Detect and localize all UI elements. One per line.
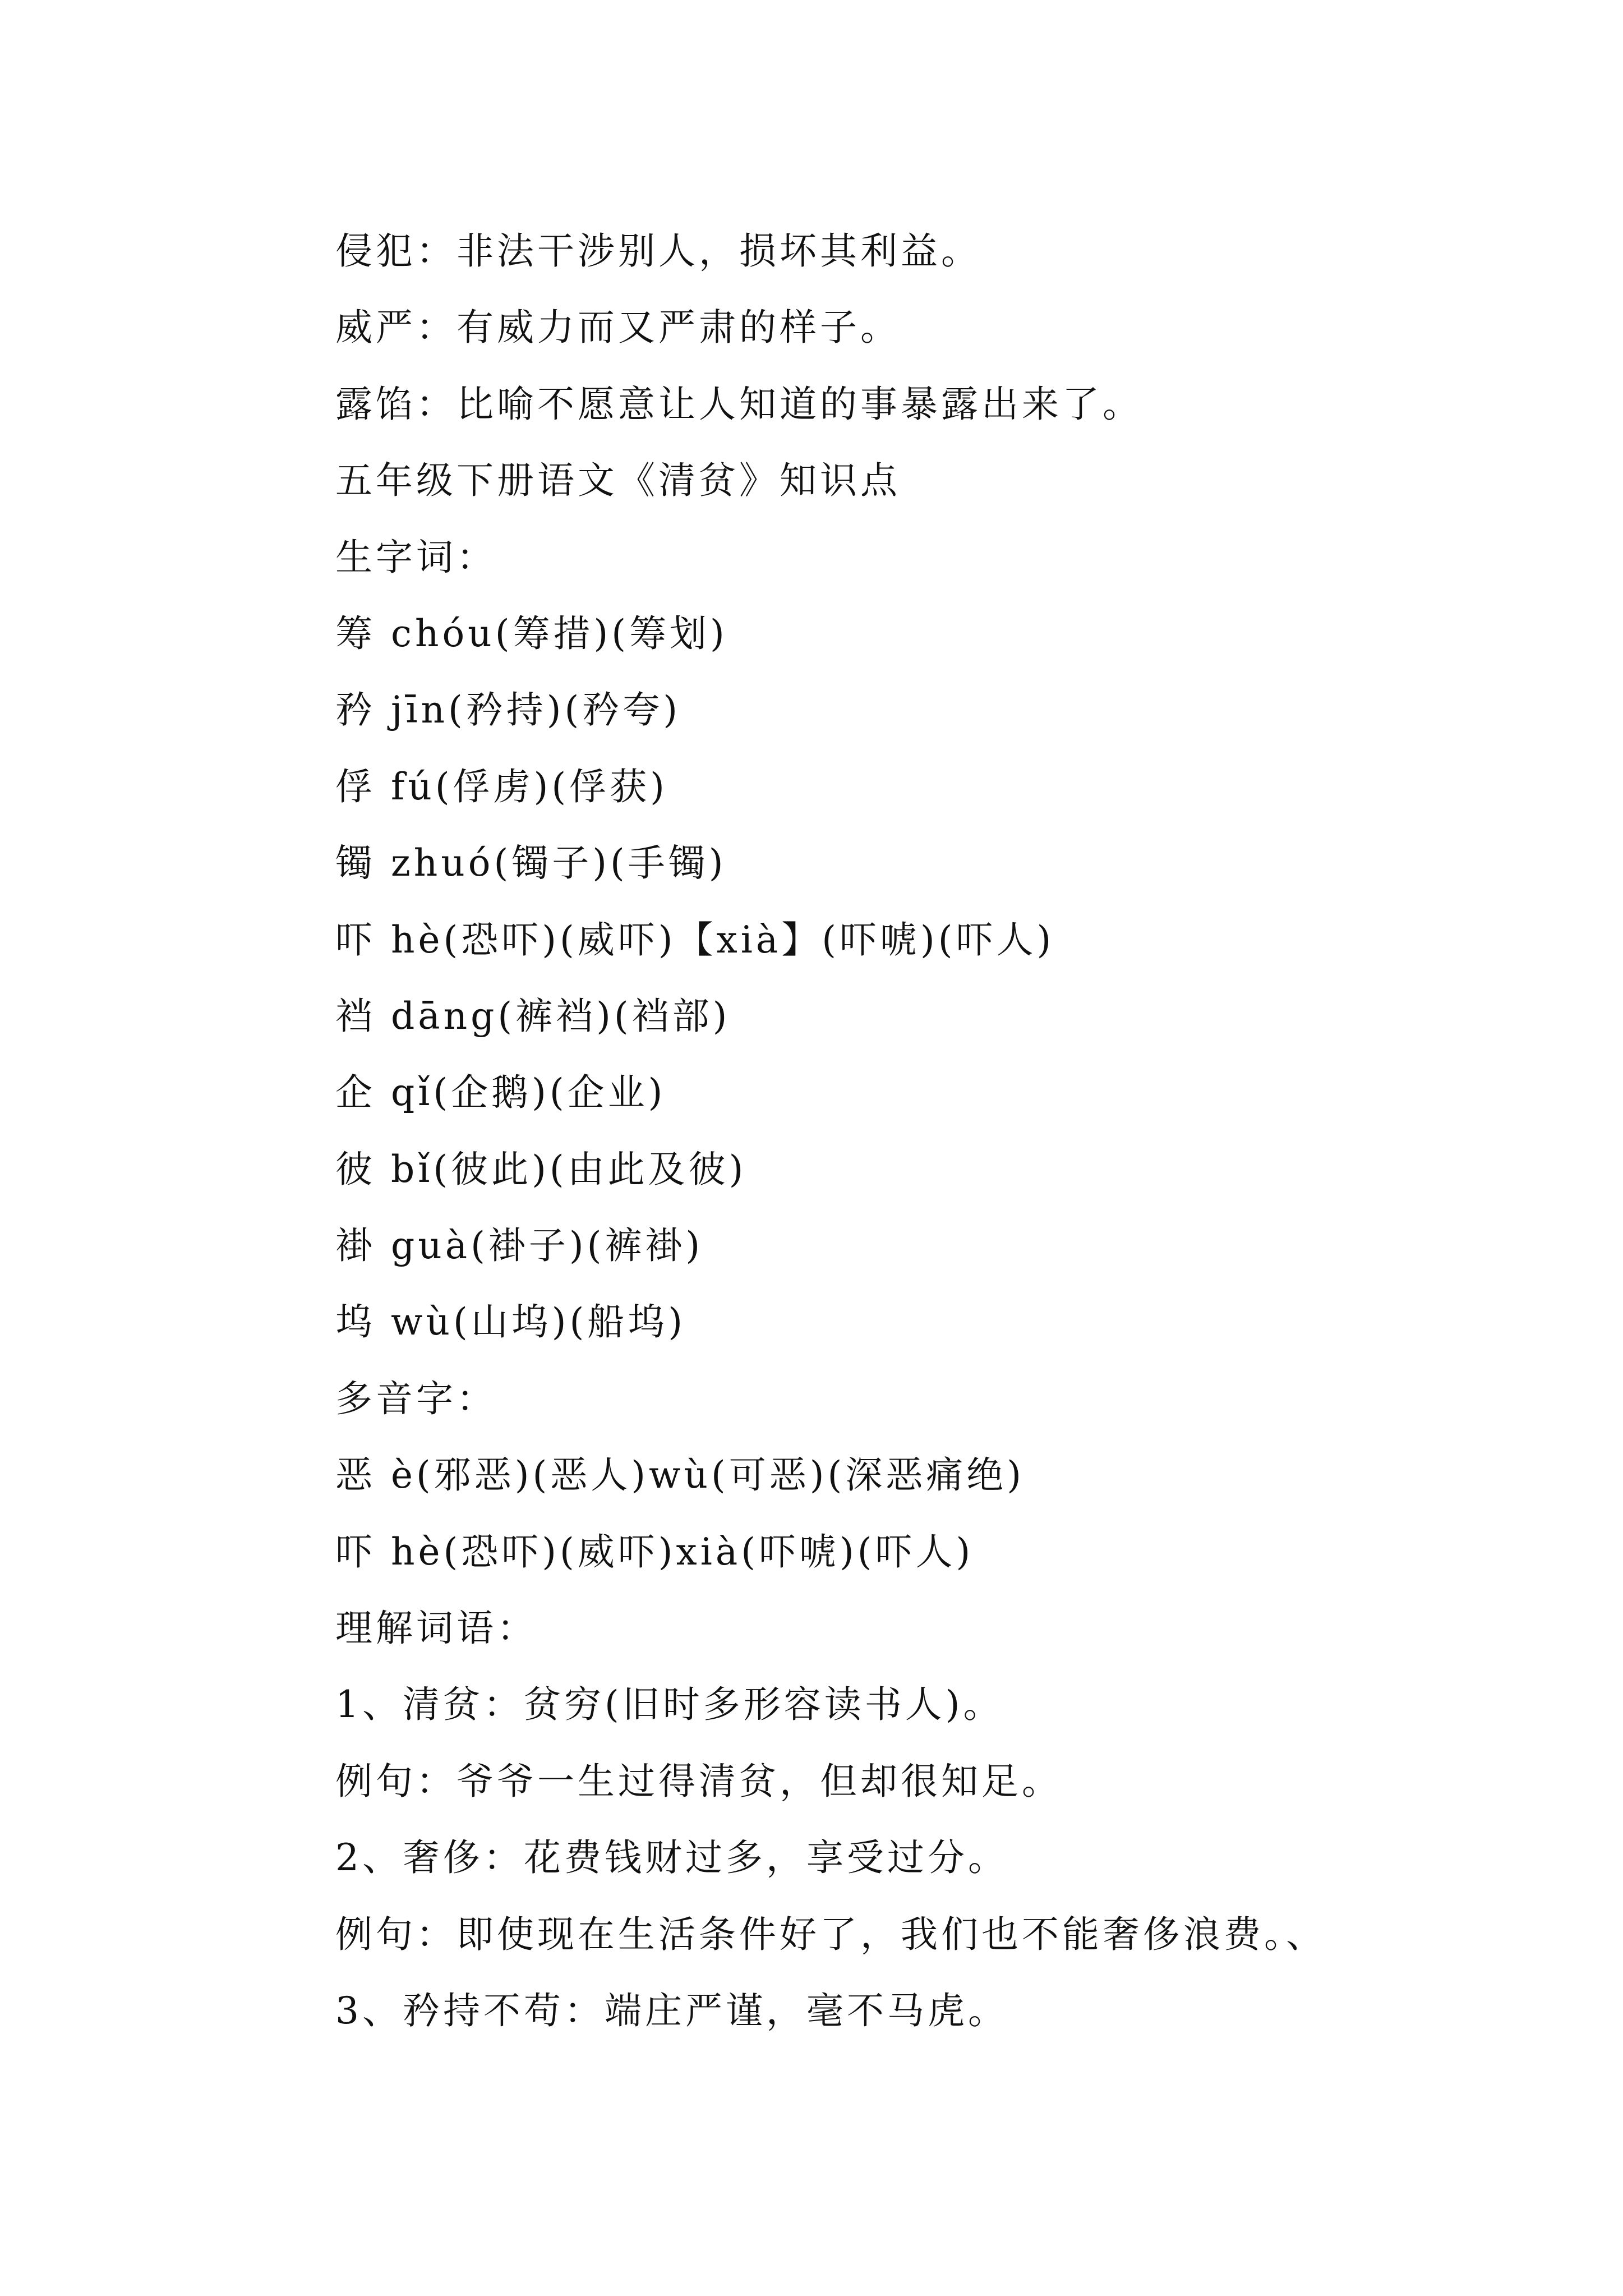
section-heading: 多音字： xyxy=(335,1377,497,1420)
example-line: 例句：即使现在生活条件好了，我们也不能奢侈浪费。、 xyxy=(335,1912,1326,1956)
vocab-line: 镯 zhuó(镯子)(手镯) xyxy=(335,841,727,885)
term-line: 1、清贫：贫穷(旧时多形容读书人)。 xyxy=(335,1683,1004,1727)
term-line: 3、矜持不苟：端庄严谨，毫不马虎。 xyxy=(335,1989,1008,2032)
vocab-line: 吓 hè(恐吓)(威吓)【xià】(吓唬)(吓人) xyxy=(335,918,1055,961)
document-body xyxy=(335,213,1569,2049)
polyphone-line: 吓 hè(恐吓)(威吓)xià(吓唬)(吓人) xyxy=(335,1530,974,1573)
section-heading: 理解词语： xyxy=(335,1607,537,1650)
definition-line: 露馅：比喻不愿意让人知道的事暴露出来了。 xyxy=(335,382,1143,426)
definition-line: 威严：有威力而又严肃的样子。 xyxy=(335,306,901,349)
definition-line: 侵犯：非法干涉别人，损坏其利益。 xyxy=(335,229,981,273)
vocab-line: 筹 chóu(筹措)(筹划) xyxy=(335,611,728,655)
vocab-line: 矜 jīn(矜持)(矜夸) xyxy=(335,688,681,732)
example-line: 例句：爷爷一生过得清贫，但却很知足。 xyxy=(335,1759,1062,1803)
polyphone-line: 恶 è(邪恶)(恶人)wù(可恶)(深恶痛绝) xyxy=(335,1453,1025,1497)
term-line: 2、奢侈：花费钱财过多，享受过分。 xyxy=(335,1836,1008,1880)
vocab-line: 企 qǐ(企鹅)(企业) xyxy=(335,1071,666,1115)
vocab-line: 坞 wù(山坞)(船坞) xyxy=(335,1300,686,1344)
vocab-line: 裆 dāng(裤裆)(裆部) xyxy=(335,994,731,1038)
section-title: 五年级下册语文《清贫》知识点 xyxy=(335,459,901,503)
vocab-line: 彼 bǐ(彼此)(由此及彼) xyxy=(335,1147,747,1191)
vocab-line: 褂 guà(褂子)(裤褂) xyxy=(335,1224,704,1268)
vocab-line: 俘 fú(俘虏)(俘获) xyxy=(335,765,668,808)
section-heading: 生字词： xyxy=(335,535,497,579)
